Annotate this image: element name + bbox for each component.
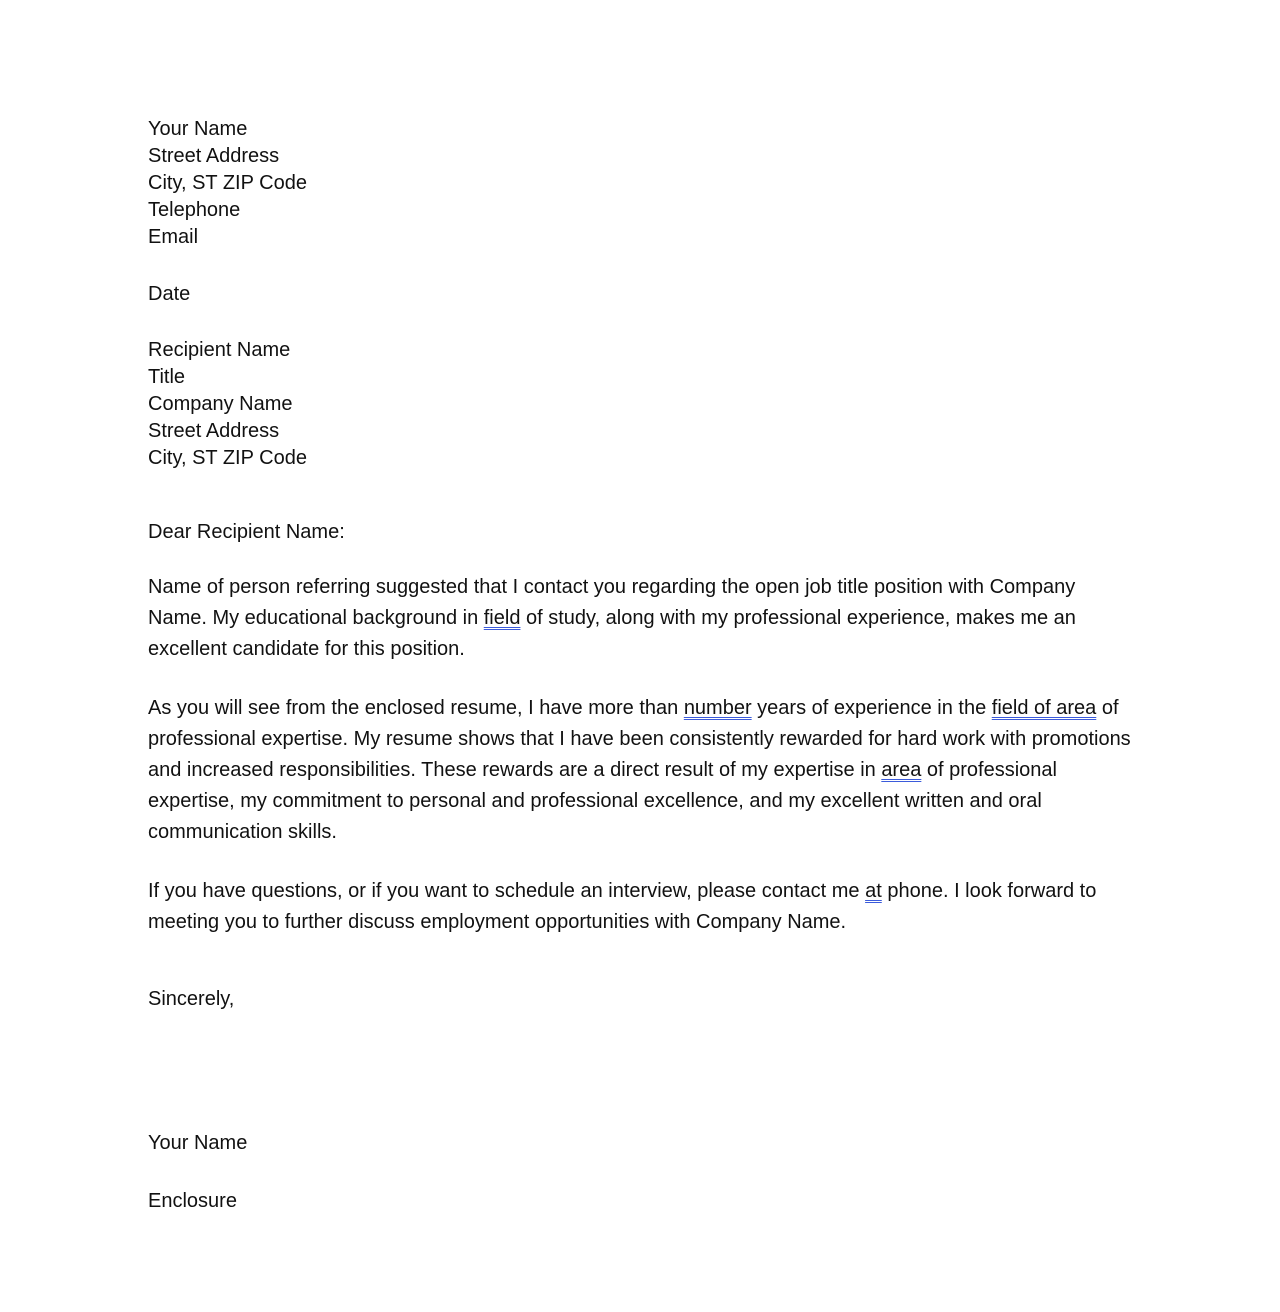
paragraph-text: of professional expertise, my commitment to personal and professional excellence, and my excellent written and oral communication skills.: [148, 759, 1057, 843]
paragraph-text: phone. I look forward to meeting you to further discuss employment opportunities with Company Name.: [148, 880, 1097, 933]
grammar-flag[interactable]: number: [683, 697, 752, 719]
grammar-flag[interactable]: field: [483, 607, 521, 629]
recipient-city: City, ST ZIP Code: [148, 447, 307, 469]
sender-name: Your Name: [148, 118, 248, 140]
sender-telephone: Telephone: [148, 199, 241, 221]
paragraph-text: of professional expertise. My resume shows that I have been consistently rewarded for hard work with promotions and increased responsibilities. These rewards are a direct result of my expertise in: [148, 697, 1131, 781]
enclosure-note: Enclosure: [148, 1190, 237, 1212]
closing: Sincerely,: [148, 988, 235, 1010]
body-paragraph-2: [148, 693, 1133, 848]
grammar-flag[interactable]: at: [865, 880, 882, 902]
sender-street: Street Address: [148, 145, 280, 167]
recipient-company: Company Name: [148, 393, 293, 415]
recipient-street: Street Address: [148, 420, 280, 442]
paragraph-text: Name of person referring suggested that I contact you regarding the open job title position with Company Name. My educational background in: [148, 576, 1076, 629]
signature-name: Your Name: [148, 1132, 248, 1154]
sender-email: Email: [148, 226, 199, 248]
paragraph-text: As you will see from the enclosed resume, I have more than: [148, 697, 684, 719]
body-paragraph-3: [148, 876, 1133, 938]
grammar-flag[interactable]: area: [881, 759, 922, 781]
body-paragraph-1: [148, 572, 1133, 665]
paragraph-text: If you have questions, or if you want to schedule an interview, please contact me: [148, 880, 866, 902]
paragraph-text: years of experience in the: [751, 697, 992, 719]
salutation: Dear Recipient Name:: [148, 521, 345, 543]
sender-city: City, ST ZIP Code: [148, 172, 307, 194]
grammar-flag[interactable]: field of area: [991, 697, 1097, 719]
letter-date: Date: [148, 283, 191, 305]
recipient-name: Recipient Name: [148, 339, 291, 361]
recipient-title: Title: [148, 366, 186, 388]
paragraph-text: of study, along with my professional experience, makes me an excellent candidate for this position.: [148, 607, 1076, 660]
